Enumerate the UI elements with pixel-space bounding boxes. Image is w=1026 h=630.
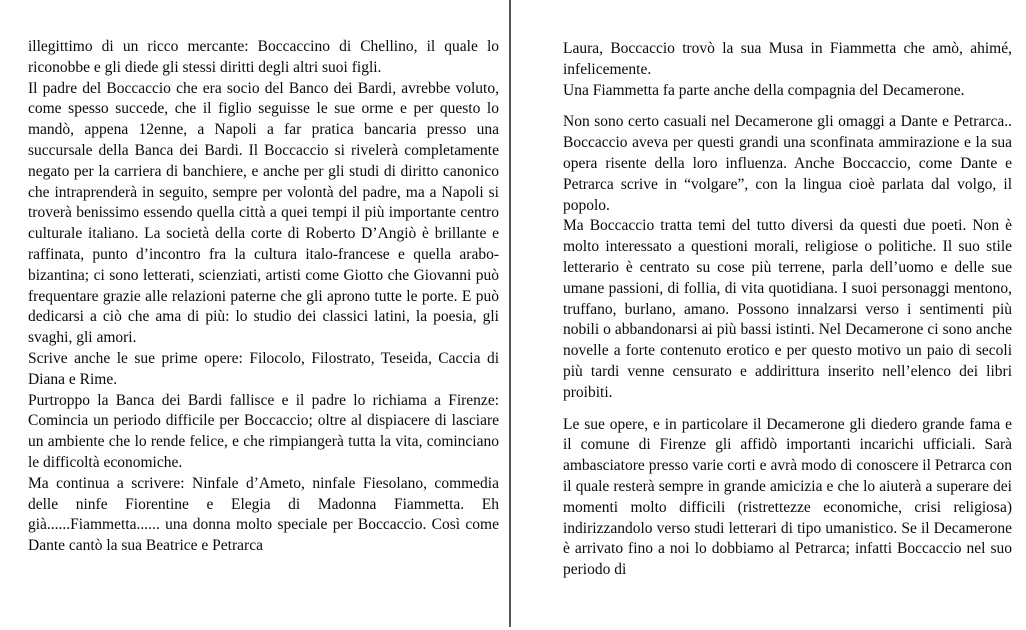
paragraph: Ma continua a scrivere: Ninfale d’Ameto, ninfale Fiesolano, commedia delle ninfe Fiorentine e Elegia di Madonna Fiammetta. Eh già......Fiammetta...... una donna molto speciale per Boccaccio. Così come Dante cantò la sua Beatrice e Petrarca [28, 474, 499, 555]
paragraph: Purtroppo la Banca dei Bardi fallisce e il padre lo richiama a Firenze: Comincia un periodo difficile per Boccaccio; oltre al dispiacere di lasciare un ambiente che lo rende felice, e che rimpiangerà tutta la vita, cominciano le difficoltà economiche. [28, 391, 499, 471]
paragraph: Ma Boccaccio tratta temi del tutto diversi da questi due poeti. Non è molto interessato a questioni morali, religiose o politiche. Il suo stile letterario è centrato su cose più terrene, parla dell’uomo e delle sue umane passioni, di follia, di vita quotidiana. I suoi personaggi mentono, truffano, burlano, amano. Possono innalzarsi verso i sentimenti più nobili o abbandonarsi ai più bassi istinti. Nel Decamerone ci sono anche novelle a forte contenuto erotico e per questo motivo un paio di secoli più tardi venne censurato e addirittura inserito nell’elenco dei libri proibiti. [563, 217, 1012, 401]
paragraph: Scrive anche le sue prime opere: Filocolo, Filostrato, Teseida, Caccia di Diana e Rime. [28, 349, 499, 388]
paragraph: Una Fiammetta fa parte anche della compagnia del Decamerone. [563, 81, 965, 99]
paragraph: Il padre del Boccaccio che era socio del Banco dei Bardi, avrebbe voluto, come spesso succede, che il figlio seguisse le sue orme e per questo lo mandò, appena 12enne, a Napoli a far pratica bancaria presso una succursale della Banca dei Bardi. Il Boccaccio si rivelerà completamente negato per la carriera di banchiere, e anche per gli studi di diritto canonico che intraprenderà in seguito, sempre per volontà del padre, ma a Napoli si troverà benissimo essendo quella città a quei tempi il più importante centro culturale italiano. La società della corte di Roberto D’Angiò è brillante e raffinata, punto d’incontro fra la cultura italo-francese e quella arabo-bizantina; ci sono letterati, scienziati, artisti come Giotto che Giovanni può frequentare grazie alle relazioni paterne che gli aprono tutte le porte. E può dedicarsi a ciò che ama di più: lo studio dei classici latini, la poesia, gli svaghi, gli amori. [28, 79, 499, 347]
page-left-text [28, 37, 499, 557]
page-divider [509, 0, 511, 627]
paragraph: Non sono certo casuali nel Decamerone gli omaggi a Dante e Petrarca.. Boccaccio aveva per questi grandi una sconfinata ammirazione e la sua opera risente della loro influenza. Anche Boccaccio, come Dante e Petrarca scrive in “volgare”, con la lingua cioè parlata dal volgo, il popolo. [563, 113, 1012, 214]
page-right-text [563, 39, 1012, 581]
paragraph: Laura, Boccaccio trovò la sua Musa in Fiammetta che amò, ahimé, infelicemente. [563, 40, 1012, 78]
paragraph: illegittimo di un ricco mercante: Boccaccino di Chellino, il quale lo riconobbe e gli diede gli stessi diritti degli altri suoi figli. [28, 38, 499, 76]
paragraph: Le sue opere, e in particolare il Decamerone gli diedero grande fama e il comune di Firenze gli affidò importanti incarichi ufficiali. Sarà ambasciatore presso varie corti e avrà modo di conoscere il Petrarca con il quale resterà sempre in grande amicizia e che lo aiuterà a superare dei momenti molto difficili (ristrettezze economiche, crisi religiosa) indirizzandolo verso studi letterari di tipo umanistico. Se il Decamerone è arrivato fino a noi lo dobbiamo al Petrarca; infatti Boccaccio nel suo periodo di [563, 415, 1012, 579]
